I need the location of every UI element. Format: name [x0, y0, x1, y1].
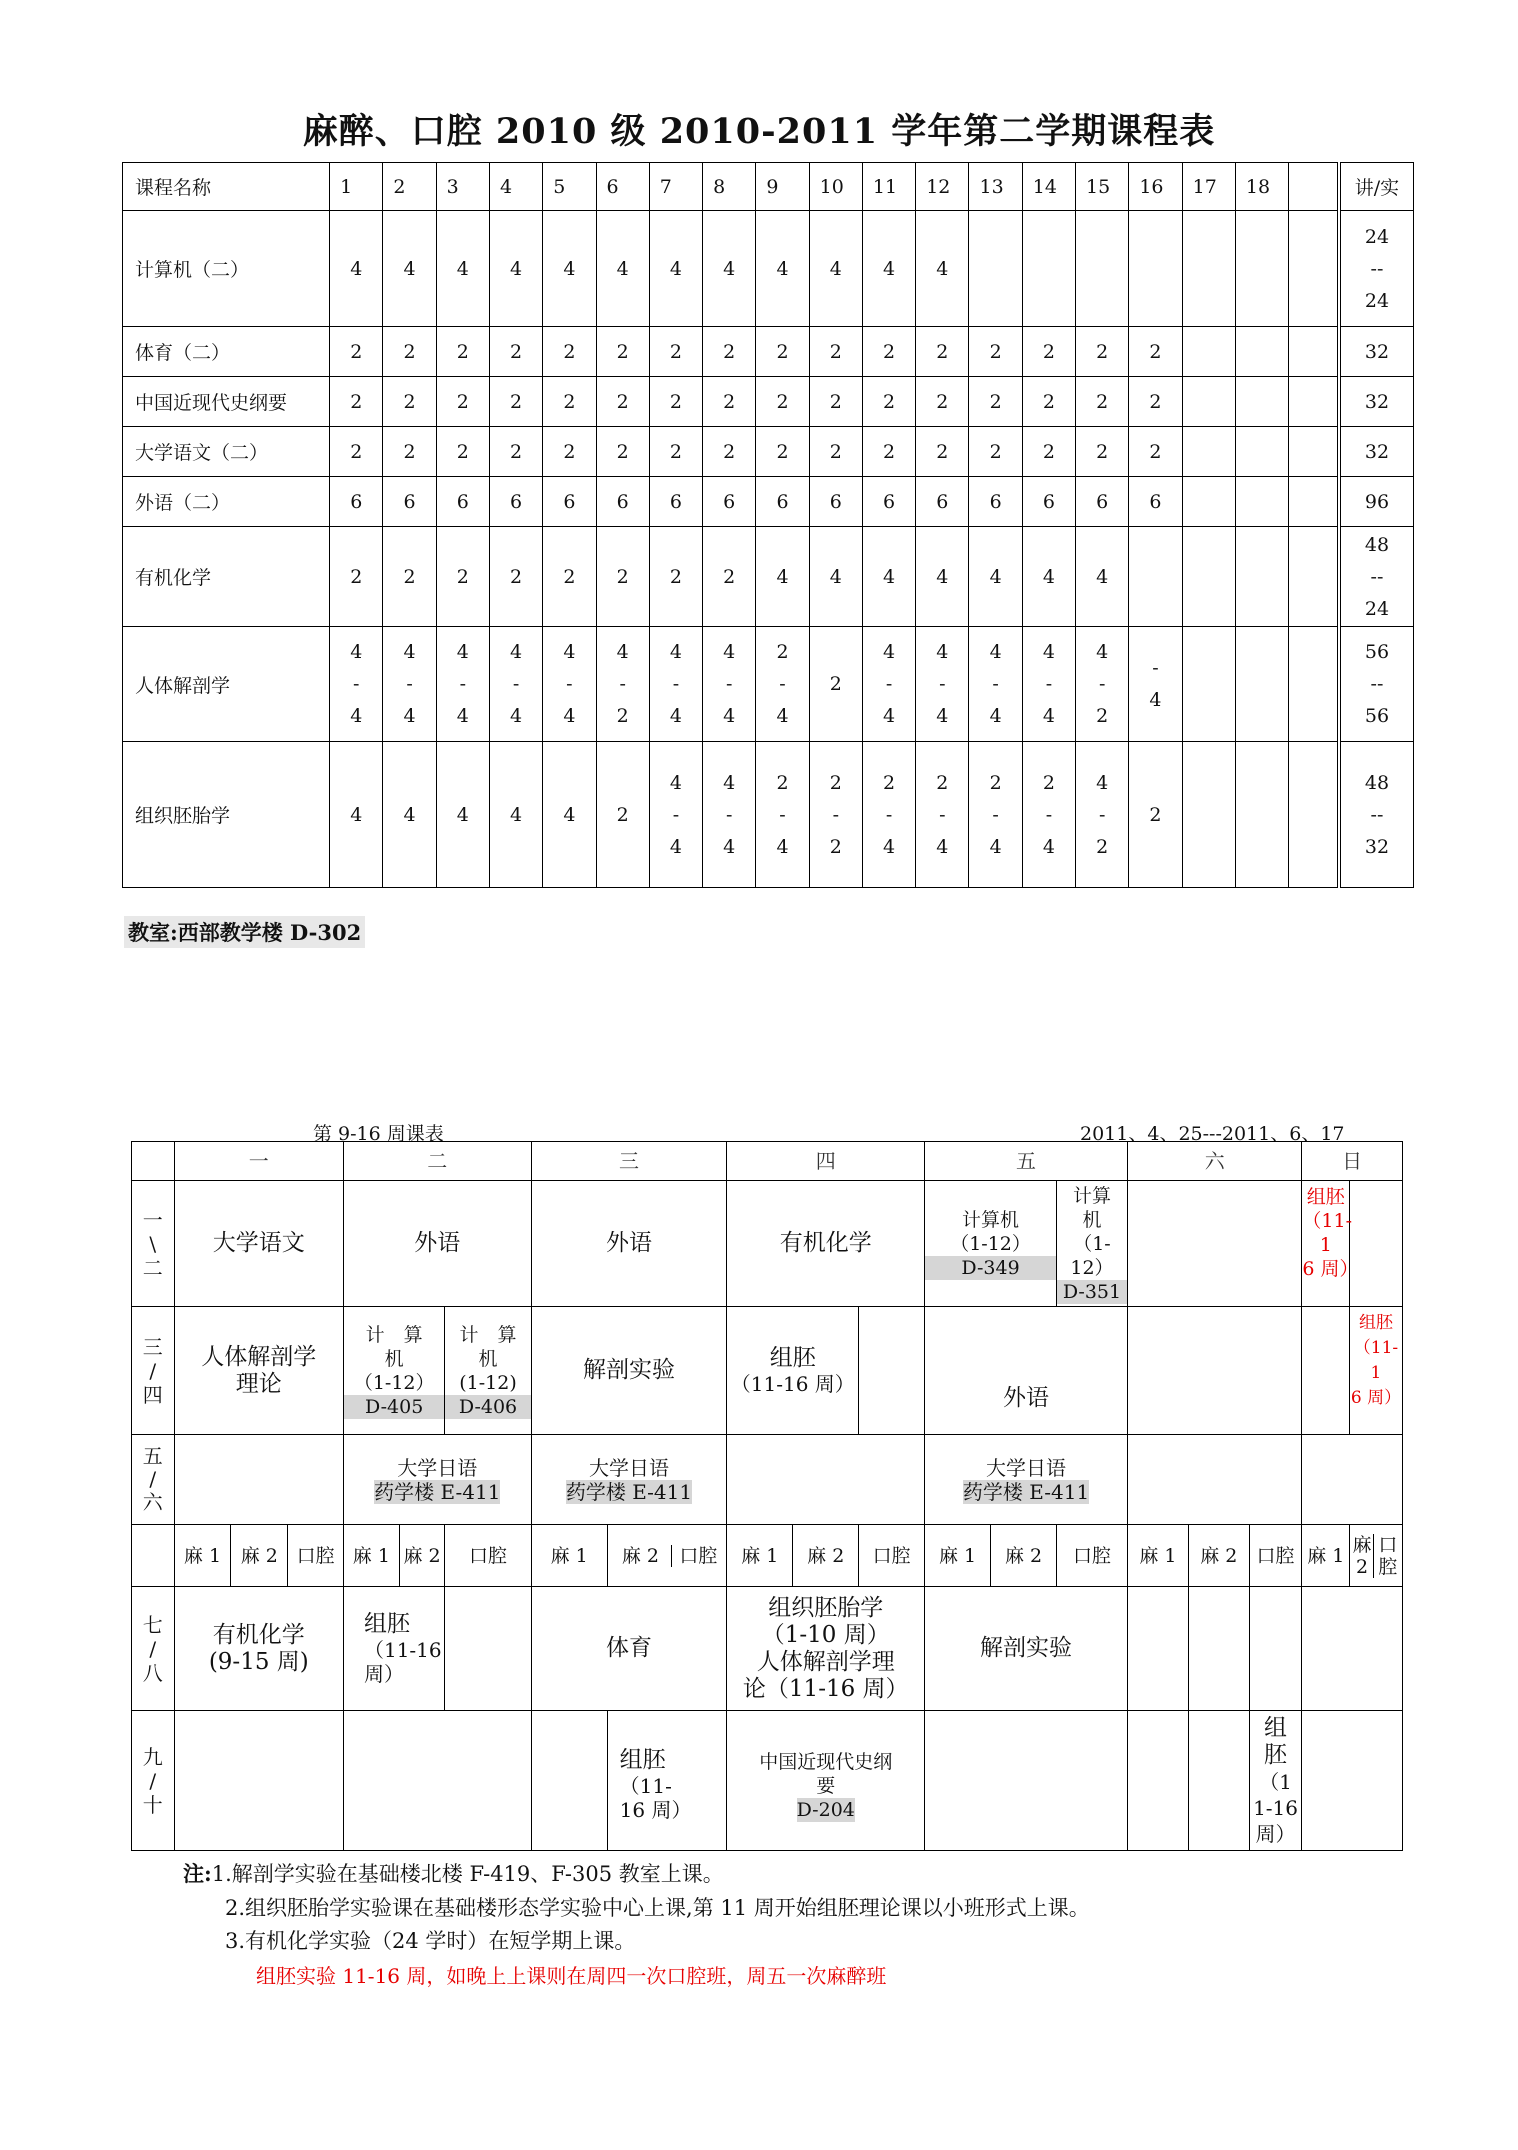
- week-cell: 6: [703, 477, 756, 527]
- slot-label-5-6: 五 / 六: [132, 1435, 175, 1525]
- course-hours: 32: [1339, 327, 1414, 377]
- week-cell: 6: [543, 477, 596, 527]
- week-cell: 2: [649, 527, 702, 627]
- week-cell: [1235, 477, 1288, 527]
- row-blank: [1289, 742, 1339, 888]
- week-cell: 4 - 4: [330, 627, 383, 742]
- header-course-name: 课程名称: [123, 163, 330, 211]
- header-week-9: 9: [756, 163, 809, 211]
- week-cell: 4: [969, 527, 1022, 627]
- week-cell: 4: [330, 211, 383, 327]
- course-name: 中国近现代史纲要: [123, 377, 330, 427]
- sun-9-10: [1302, 1711, 1402, 1851]
- sun-3-4-empty: [1302, 1307, 1350, 1435]
- sun-1-2-empty: [1350, 1181, 1403, 1307]
- week-cell: 2: [489, 377, 542, 427]
- week-cell: 4: [543, 742, 596, 888]
- slot-row-5: [132, 1711, 1473, 1851]
- fri-class-1: 麻 1: [925, 1525, 991, 1587]
- row-blank: [1289, 427, 1339, 477]
- week-cell: [1022, 211, 1075, 327]
- week-cell: 2: [1022, 377, 1075, 427]
- week-cell: 4 - 4: [649, 627, 702, 742]
- sun-class-1: 麻 1: [1302, 1525, 1350, 1587]
- wed-class-2-3: 麻 2 口腔: [607, 1525, 727, 1587]
- week-cell: 2: [596, 327, 649, 377]
- week-cell: 2 - 4: [862, 742, 915, 888]
- course-hours: 32: [1339, 427, 1414, 477]
- week-cell: 2: [809, 627, 862, 742]
- week-cell: 2: [1076, 377, 1129, 427]
- week-cell: 2: [703, 377, 756, 427]
- week-cell: 4: [809, 527, 862, 627]
- thu-class-2: 麻 2: [793, 1525, 859, 1587]
- week-cell: 2: [649, 327, 702, 377]
- week-cell: 2: [330, 327, 383, 377]
- course-name: 外语（二）: [123, 477, 330, 527]
- sun-1-2-embryology: 组胚 （11-1 6 周）: [1302, 1181, 1350, 1307]
- fri-class-3: 口腔: [1056, 1525, 1127, 1587]
- week-cell: 2: [543, 527, 596, 627]
- week-cell: 2: [1129, 327, 1182, 377]
- day-header-row: [132, 1142, 1473, 1181]
- week-cell: 2: [596, 527, 649, 627]
- week-cell: 2: [489, 527, 542, 627]
- week-cell: 4 - 4: [703, 742, 756, 888]
- week-cell: 6: [383, 477, 436, 527]
- row-blank: [1289, 627, 1339, 742]
- row-blank: [1289, 527, 1339, 627]
- course-name: 有机化学: [123, 527, 330, 627]
- week-cell: 4: [649, 211, 702, 327]
- header-week-17: 17: [1182, 163, 1235, 211]
- wed-class-1: 麻 1: [531, 1525, 607, 1587]
- wed-3-4: 解剖实验: [531, 1307, 727, 1435]
- week-cell: [1235, 327, 1288, 377]
- week-cell: 2: [969, 327, 1022, 377]
- course-row: [123, 527, 1414, 627]
- week-cell: 4: [489, 211, 542, 327]
- mon-7-8: 有机化学 (9-15 周): [174, 1587, 343, 1711]
- note-2: 2.组织胚胎学实验课在基础楼形态学实验中心上课,第 11 周开始组胚理论课以小班形式上课。: [225, 1896, 1090, 1920]
- header-week-4: 4: [489, 163, 542, 211]
- week-cell: 4 - 4: [543, 627, 596, 742]
- row-blank: [1289, 327, 1339, 377]
- course-header-row: [123, 163, 1414, 211]
- week-cell: 2 - 4: [756, 627, 809, 742]
- week-cell: 2: [436, 377, 489, 427]
- week-cell: 2: [596, 742, 649, 888]
- week-cell: 4: [809, 211, 862, 327]
- header-week-14: 14: [1022, 163, 1075, 211]
- week-cell: 2: [489, 327, 542, 377]
- header-week-3: 3: [436, 163, 489, 211]
- thu-3-4-empty: [859, 1307, 925, 1435]
- sat-7-8-b: [1188, 1587, 1249, 1711]
- slot-row-4: [132, 1587, 1473, 1711]
- row-blank: [1289, 211, 1339, 327]
- weekly-caption: 第 9-16 周课表: [313, 1123, 444, 1145]
- wed-9-10-a: [531, 1711, 607, 1851]
- tue-7-8-empty: [445, 1587, 531, 1711]
- week-cell: 4 - 4: [969, 627, 1022, 742]
- wed-5-6: 大学日语 药学楼 E-411: [531, 1435, 727, 1525]
- header-week-16: 16: [1129, 163, 1182, 211]
- week-cell: [1182, 377, 1235, 427]
- week-cell: 4: [543, 211, 596, 327]
- course-row: [123, 627, 1414, 742]
- week-cell: [1235, 527, 1288, 627]
- header-week-12: 12: [916, 163, 969, 211]
- course-name: 人体解剖学: [123, 627, 330, 742]
- week-cell: 4 - 4: [436, 627, 489, 742]
- wed-7-8: 体育: [531, 1587, 727, 1711]
- week-cell: 2 - 4: [969, 742, 1022, 888]
- fri-9-10: [925, 1711, 1128, 1851]
- week-cell: 6: [330, 477, 383, 527]
- thu-class-3: 口腔: [859, 1525, 925, 1587]
- week-cell: 2: [1022, 327, 1075, 377]
- day-fri: 五: [925, 1142, 1128, 1181]
- thu-class-1: 麻 1: [727, 1525, 793, 1587]
- tue-3-4-computer-b: 计 算 机 (1-12) D-406: [445, 1307, 531, 1435]
- header-week-7: 7: [649, 163, 702, 211]
- week-cell: 6: [862, 477, 915, 527]
- course-hours: 48 -- 32: [1339, 742, 1414, 888]
- header-week-11: 11: [862, 163, 915, 211]
- week-cell: 2: [703, 327, 756, 377]
- thu-9-10: 中国近现代史纲 要 D-204: [727, 1711, 925, 1851]
- mon-3-4: 人体解剖学 理论: [174, 1307, 343, 1435]
- course-name: 组织胚胎学: [123, 742, 330, 888]
- week-cell: 2: [916, 327, 969, 377]
- week-cell: 2: [862, 377, 915, 427]
- course-hours: 56 -- 56: [1339, 627, 1414, 742]
- week-cell: [1076, 211, 1129, 327]
- fri-class-2: 麻 2: [991, 1525, 1057, 1587]
- week-cell: [1235, 627, 1288, 742]
- week-cell: 2 - 2: [809, 742, 862, 888]
- tue-class-2: 麻 2: [399, 1525, 445, 1587]
- week-cell: [1129, 527, 1182, 627]
- week-cell: 4: [489, 742, 542, 888]
- mon-5-6: [174, 1435, 343, 1525]
- week-cell: [1235, 742, 1288, 888]
- week-cell: 4 - 4: [703, 627, 756, 742]
- class-division-row: [132, 1525, 1473, 1587]
- week-cell: 2: [1129, 427, 1182, 477]
- week-cell: [1235, 377, 1288, 427]
- week-cell: 2: [969, 427, 1022, 477]
- course-name: 计算机（二）: [123, 211, 330, 327]
- fri-7-8: 解剖实验: [925, 1587, 1128, 1711]
- week-cell: 4: [436, 742, 489, 888]
- course-row: [123, 211, 1414, 327]
- weekly-timetable: [131, 1141, 1473, 1851]
- week-cell: [1182, 211, 1235, 327]
- slot-label-9-10: 九 / 十: [132, 1711, 175, 1851]
- tue-9-10: [343, 1711, 531, 1851]
- week-cell: 4: [862, 527, 915, 627]
- week-cell: 2: [1022, 427, 1075, 477]
- week-cell: [969, 211, 1022, 327]
- week-cell: 6: [1022, 477, 1075, 527]
- course-hours: 96: [1339, 477, 1414, 527]
- week-cell: 4: [916, 527, 969, 627]
- day-wed: 三: [531, 1142, 727, 1181]
- week-cell: 2: [756, 377, 809, 427]
- note-3: 3.有机化学实验（24 学时）在短学期上课。: [225, 1929, 636, 1953]
- week-cell: 6: [1129, 477, 1182, 527]
- week-cell: 2: [543, 327, 596, 377]
- wed-9-10-embryology: 组胚 （11- 16 周）: [607, 1711, 727, 1851]
- week-cell: [1182, 427, 1235, 477]
- tue-5-6: 大学日语 药学楼 E-411: [343, 1435, 531, 1525]
- sat-5-6: [1127, 1435, 1301, 1525]
- thu-1-2: 有机化学: [727, 1181, 925, 1307]
- slot-row-2: [132, 1307, 1473, 1435]
- thu-5-6: [727, 1435, 925, 1525]
- week-cell: 2: [756, 327, 809, 377]
- week-cell: 2: [809, 427, 862, 477]
- week-cell: 2: [1129, 742, 1182, 888]
- header-week-15: 15: [1076, 163, 1129, 211]
- week-cell: - 4: [1129, 627, 1182, 742]
- week-cell: [1182, 527, 1235, 627]
- week-cell: 4: [1022, 527, 1075, 627]
- week-cell: 6: [809, 477, 862, 527]
- day-tue: 二: [343, 1142, 531, 1181]
- week-cell: 4 - 2: [596, 627, 649, 742]
- week-cell: 6: [969, 477, 1022, 527]
- week-cell: 4 - 4: [916, 627, 969, 742]
- header-week-2: 2: [383, 163, 436, 211]
- date-range: 2011、4、25---2011、6、17: [1080, 1123, 1345, 1145]
- sat-class-2: 麻 2: [1188, 1525, 1249, 1587]
- week-cell: 2: [916, 427, 969, 477]
- mon-1-2: 大学语文: [174, 1181, 343, 1307]
- week-cell: 2: [703, 427, 756, 477]
- week-cell: 2: [1076, 327, 1129, 377]
- mon-class-1: 麻 1: [174, 1525, 231, 1587]
- header-week-5: 5: [543, 163, 596, 211]
- week-cell: 4 - 2: [1076, 627, 1129, 742]
- sat-9-10-embryology: 组 胚 （1 1-16 周）: [1249, 1711, 1302, 1851]
- sat-3-4: [1127, 1307, 1301, 1435]
- day-sun: 日: [1302, 1142, 1402, 1181]
- tue-class-1: 麻 1: [343, 1525, 399, 1587]
- week-cell: 2: [862, 427, 915, 477]
- course-hours: 48 -- 24: [1339, 527, 1414, 627]
- course-hours: 32: [1339, 377, 1414, 427]
- thu-7-8: 组织胚胎学 （1-10 周） 人体解剖学理 论（11-16 周）: [727, 1587, 925, 1711]
- week-cell: 2: [330, 427, 383, 477]
- week-cell: [1182, 627, 1235, 742]
- week-cell: 6: [436, 477, 489, 527]
- course-row: [123, 477, 1414, 527]
- sat-class-1: 麻 1: [1127, 1525, 1188, 1587]
- week-cell: 2: [383, 327, 436, 377]
- fri-5-6: 大学日语 药学楼 E-411: [925, 1435, 1128, 1525]
- header-week-1: 1: [330, 163, 383, 211]
- week-cell: 2: [649, 427, 702, 477]
- week-cell: 2: [330, 377, 383, 427]
- sat-1-2: [1127, 1181, 1301, 1307]
- week-cell: 4: [703, 211, 756, 327]
- header-week-6: 6: [596, 163, 649, 211]
- week-cell: 6: [916, 477, 969, 527]
- week-cell: 2: [1076, 427, 1129, 477]
- tue-3-4-computer-a: 计 算 机 （1-12） D-405: [343, 1307, 444, 1435]
- course-name: 体育（二）: [123, 327, 330, 377]
- wed-1-2: 外语: [531, 1181, 727, 1307]
- week-cell: 4 - 2: [1076, 742, 1129, 888]
- slot-row-1: [132, 1181, 1473, 1307]
- slot-label-1-2: 一 \ 二: [132, 1181, 175, 1307]
- week-cell: 2: [809, 377, 862, 427]
- mon-class-3: 口腔: [288, 1525, 344, 1587]
- week-cell: [1182, 327, 1235, 377]
- week-cell: 2: [916, 377, 969, 427]
- week-cell: 2: [436, 427, 489, 477]
- week-cell: [1235, 427, 1288, 477]
- week-cell: 2: [436, 527, 489, 627]
- sun-5-6: [1302, 1435, 1402, 1525]
- note-red: 组胚实验 11-16 周，如晚上上课则在周四一次口腔班，周五一次麻醉班: [256, 1964, 887, 1988]
- day-sat: 六: [1127, 1142, 1301, 1181]
- week-cell: [1182, 742, 1235, 888]
- row-blank: [1289, 477, 1339, 527]
- slot-row-3: [132, 1435, 1473, 1525]
- course-row: [123, 327, 1414, 377]
- week-cell: [1235, 211, 1288, 327]
- week-cell: 2 - 4: [916, 742, 969, 888]
- course-row: [123, 427, 1414, 477]
- day-thu: 四: [727, 1142, 925, 1181]
- week-cell: [1182, 477, 1235, 527]
- note-1: 注:1.解剖学实验在基础楼北楼 F-419、F-305 教室上课。: [183, 1861, 724, 1886]
- week-cell: 4: [1076, 527, 1129, 627]
- week-cell: 2 - 4: [756, 742, 809, 888]
- week-cell: 6: [756, 477, 809, 527]
- week-cell: 2: [383, 527, 436, 627]
- header-week-18: 18: [1235, 163, 1288, 211]
- week-cell: 4: [596, 211, 649, 327]
- sat-7-8-c: [1249, 1587, 1302, 1711]
- week-cell: 2: [596, 427, 649, 477]
- classroom-note: 教室:西部教学楼 D-302: [124, 916, 365, 948]
- week-cell: 4: [916, 211, 969, 327]
- header-week-10: 10: [809, 163, 862, 211]
- week-cell: 4: [756, 527, 809, 627]
- week-cell: 2: [330, 527, 383, 627]
- header-hours: 讲/实: [1339, 163, 1414, 211]
- week-cell: 2: [703, 527, 756, 627]
- week-cell: 4 - 4: [489, 627, 542, 742]
- tue-7-8-embryology: 组胚 （11-16 周）: [343, 1587, 444, 1711]
- header-week-13: 13: [969, 163, 1022, 211]
- header-week-8: 8: [703, 163, 756, 211]
- sat-9-10-a: [1127, 1711, 1188, 1851]
- week-cell: 4: [330, 742, 383, 888]
- sat-class-3: 口腔: [1249, 1525, 1302, 1587]
- week-cell: 4 - 4: [1022, 627, 1075, 742]
- week-cell: 2: [436, 327, 489, 377]
- page-title: 麻醉、口腔 2010 级 2010-2011 学年第二学期课程表: [302, 111, 1216, 152]
- week-cell: 2: [809, 327, 862, 377]
- week-cell: 2: [383, 427, 436, 477]
- fri-1-2-computer-b: 计算 机 （1-12） D-351: [1056, 1181, 1127, 1307]
- course-name: 大学语文（二）: [123, 427, 330, 477]
- day-mon: 一: [174, 1142, 343, 1181]
- week-cell: 2: [756, 427, 809, 477]
- week-cell: 2: [489, 427, 542, 477]
- week-cell: 6: [596, 477, 649, 527]
- week-cell: 2: [969, 377, 1022, 427]
- sun-7-8: [1302, 1587, 1402, 1711]
- week-cell: 4 - 4: [649, 742, 702, 888]
- course-hours: 24 -- 24: [1339, 211, 1414, 327]
- week-cell: 4 - 4: [862, 627, 915, 742]
- fri-1-2-computer-a: 计算机 （1-12） D-349: [925, 1181, 1057, 1307]
- course-hours-table: [122, 162, 1414, 888]
- mon-class-2: 麻 2: [231, 1525, 288, 1587]
- sun-3-4-embryology: 组胚 （11-1 6 周）: [1350, 1307, 1403, 1435]
- week-cell: 6: [489, 477, 542, 527]
- week-cell: 2: [649, 377, 702, 427]
- week-cell: 4: [862, 211, 915, 327]
- week-cell: 2 - 4: [1022, 742, 1075, 888]
- week-cell: 4: [436, 211, 489, 327]
- week-cell: 4: [756, 211, 809, 327]
- week-cell: 2: [862, 327, 915, 377]
- week-cell: 4: [383, 211, 436, 327]
- week-cell: [1129, 211, 1182, 327]
- slot-label-7-8: 七 / 八: [132, 1587, 175, 1711]
- week-cell: 2: [383, 377, 436, 427]
- course-row: [123, 742, 1414, 888]
- week-cell: 6: [1076, 477, 1129, 527]
- row-blank: [1289, 377, 1339, 427]
- tue-class-3: 口腔: [445, 1525, 531, 1587]
- week-cell: 2: [543, 427, 596, 477]
- thu-3-4-embryology: 组胚 （11-16 周）: [727, 1307, 859, 1435]
- slot-label-3-4: 三 / 四: [132, 1307, 175, 1435]
- fri-3-4: 外语: [925, 1307, 1128, 1435]
- mon-9-10: [174, 1711, 343, 1851]
- week-cell: 2: [543, 377, 596, 427]
- week-cell: 2: [1129, 377, 1182, 427]
- week-cell: 6: [649, 477, 702, 527]
- header-blank: [1289, 163, 1339, 211]
- week-cell: 4 - 4: [383, 627, 436, 742]
- sat-9-10-b: [1188, 1711, 1249, 1851]
- sat-7-8-a: [1127, 1587, 1188, 1711]
- week-cell: 4: [383, 742, 436, 888]
- tue-1-2: 外语: [343, 1181, 531, 1307]
- course-row: [123, 377, 1414, 427]
- sun-class-2-3: 麻 2口腔: [1350, 1525, 1403, 1587]
- week-cell: 2: [596, 377, 649, 427]
